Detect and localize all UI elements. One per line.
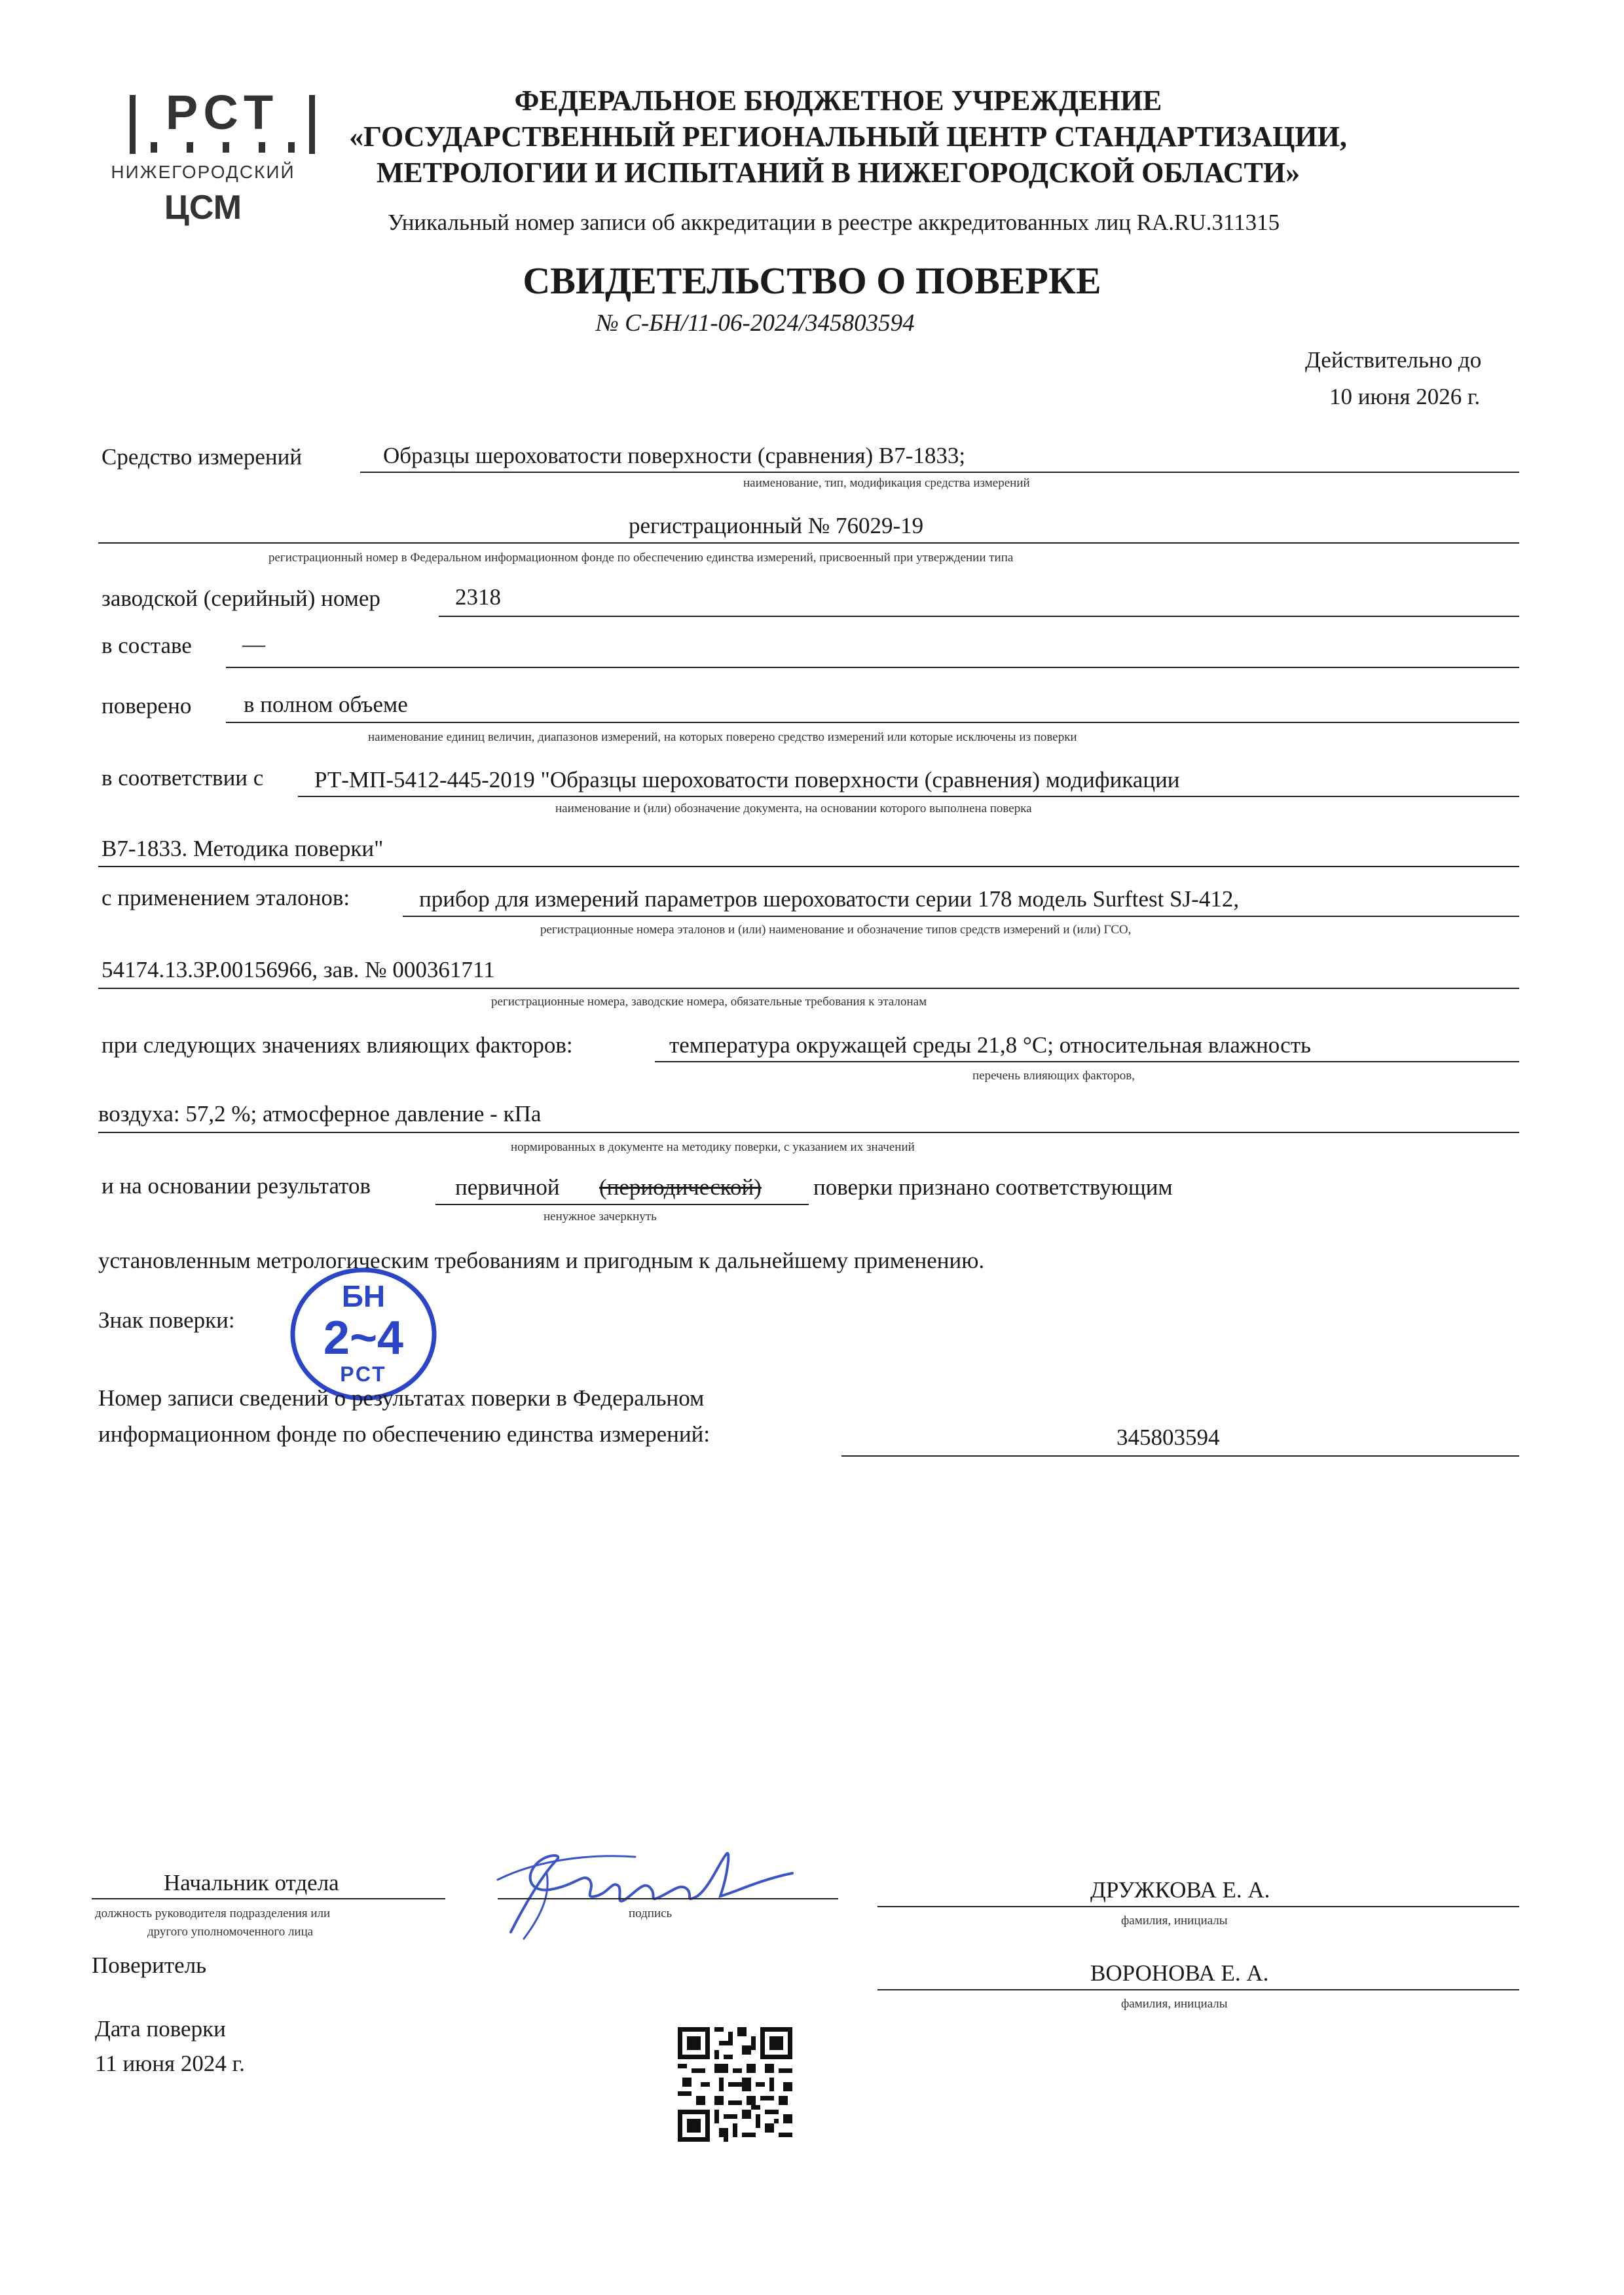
serial-line (439, 616, 1519, 617)
accordance-value: РТ-МП-5412-445-2019 "Образцы шероховатости поверхности (сравнения) модификации (314, 767, 1180, 793)
registration-caption: регистрационный номер в Федеральном информационном фонде по обеспечению единства измерений, присвоенный при утверждении типа (268, 551, 1014, 565)
position-value: Начальник отдела (164, 1870, 339, 1895)
valid-until-date: 10 июня 2026 г. (1329, 384, 1481, 409)
logo-brand: РСТ (165, 85, 280, 140)
standards-caption: регистрационные номера эталонов и (или) наименование и обозначение типов средств измерений и (или) ГСО, (540, 923, 1132, 937)
composition-label: в составе (101, 633, 192, 658)
standards-caption2: регистрационные номера, заводские номера, обязательные требования к эталонам (491, 995, 927, 1009)
header-org-line2: «ГОСУДАРСТВЕННЫЙ РЕГИОНАЛЬНЫЙ ЦЕНТР СТАНДАРТИЗАЦИИ, (349, 121, 1347, 153)
logo-region: НИЖЕГОРОДСКИЙ (111, 162, 295, 182)
conclusion-text: установленным метрологическим требованиям и пригодным к дальнейшему применению. (98, 1248, 985, 1273)
standards-line2 (98, 988, 1519, 989)
certificate-title: СВИДЕТЕЛЬСТВО О ПОВЕРКЕ (523, 259, 1101, 302)
results-tail: поверки признано соответствующим (813, 1174, 1173, 1200)
factors-line (655, 1061, 1519, 1062)
factors-label: при следующих значениях влияющих факторов: (101, 1032, 573, 1058)
position-caption-1: должность руководителя подразделения или (95, 1907, 331, 1920)
verification-mark-label: Знак поверки: (98, 1307, 235, 1333)
signature-caption: подпись (629, 1907, 673, 1920)
certificate-number: № С-БН/11-06-2024/345803594 (596, 310, 915, 337)
serial-label: заводской (серийный) номер (101, 586, 380, 611)
head-name-caption: фамилия, инициалы (1121, 1914, 1228, 1928)
factors-value2: воздуха: 57,2 %; атмосферное давление - кПа (98, 1101, 542, 1127)
date-label: Дата поверки (95, 2016, 226, 2042)
position-caption-2: другого уполномоченного лица (147, 1925, 314, 1939)
verified-caption: наименование единиц величин, диапазонов измерений, на которых поверено средство измерений или которые исключены из поверки (368, 730, 1077, 744)
verifier-name-line (877, 1989, 1519, 1990)
serial-value: 2318 (455, 584, 501, 610)
standards-value2: 54174.13.3Р.00156966, зав. № 000361711 (101, 957, 495, 982)
verified-value: в полном объеме (244, 692, 408, 717)
record-value: 345803594 (1116, 1425, 1220, 1450)
stamp-top: БН (341, 1279, 386, 1313)
verified-label: поверено (101, 693, 192, 718)
signature-image (485, 1834, 812, 1952)
accordance-label: в соответствии с (101, 765, 264, 791)
results-caption: ненужное зачеркнуть (544, 1210, 657, 1223)
accordance-line (298, 796, 1519, 797)
verifier-label: Поверитель (92, 1952, 207, 1978)
instrument-caption: наименование, тип, модификация средства измерений (743, 476, 1030, 490)
standards-line (403, 916, 1519, 917)
header-org-line1: ФЕДЕРАЛЬНОЕ БЮДЖЕТНОЕ УЧРЕЖДЕНИЕ (514, 84, 1162, 117)
composition-value: — (242, 631, 265, 657)
factors-value: температура окружащей среды 21,8 °С; относительная влажность (669, 1032, 1311, 1058)
registration-value: регистрационный № 76029-19 (629, 513, 924, 538)
header-accreditation: Уникальный номер записи об аккредитации в реестре аккредитованных лиц RA.RU.311315 (388, 210, 1280, 235)
head-name-line (877, 1906, 1519, 1907)
stamp-middle: 2~4 (323, 1312, 404, 1364)
record-label-line1: Номер записи сведений о результатах поверки в Федеральном (98, 1385, 705, 1411)
standards-value: прибор для измерений параметров шероховатости серии 178 модель Surftest SJ-412, (419, 886, 1240, 912)
accordance-value2: В7-1833. Методика поверки" (101, 836, 384, 861)
verification-stamp (285, 1264, 442, 1405)
instrument-label: Средство измерений (101, 444, 303, 470)
head-name: ДРУЖКОВА Е. А. (1090, 1877, 1270, 1903)
position-line (92, 1898, 445, 1899)
factors-caption: перечень влияющих факторов, (972, 1069, 1135, 1083)
accordance-caption: наименование и (или) обозначение документа, на основании которого выполнена поверка (555, 802, 1032, 815)
stamp-bottom: РСТ (340, 1362, 387, 1386)
record-line (841, 1455, 1519, 1457)
header-org-line3: МЕТРОЛОГИИ И ИСПЫТАНИЙ В НИЖЕГОРОДСКОЙ ОБЛАСТИ» (376, 157, 1301, 189)
qr-code-icon (678, 2027, 792, 2142)
record-label-line2: информационном фонде по обеспечению единства измерений: (98, 1421, 710, 1447)
logo-short: ЦСМ (164, 189, 242, 227)
date-value: 11 июня 2024 г. (95, 2051, 245, 2076)
verifier-name: ВОРОНОВА Е. А. (1090, 1960, 1269, 1986)
instrument-value: Образцы шероховатости поверхности (сравнения) В7-1833; (383, 443, 966, 468)
results-label: и на основании результатов (101, 1173, 371, 1199)
factors-caption2: нормированных в документе на методику поверки, с указанием их значений (511, 1140, 915, 1154)
signature-line (498, 1898, 838, 1899)
verifier-name-caption: фамилия, инициалы (1121, 1997, 1228, 2011)
valid-until-label: Действительно до (1305, 347, 1482, 373)
factors-line2 (98, 1132, 1519, 1133)
composition-line (226, 667, 1519, 668)
registration-line (98, 542, 1519, 544)
standards-label: с применением эталонов: (101, 885, 350, 910)
verified-line (226, 722, 1519, 723)
instrument-line (360, 472, 1519, 473)
results-periodic: (периодической) (599, 1174, 762, 1200)
results-line (435, 1204, 809, 1205)
accordance-line2 (98, 866, 1519, 867)
results-primary: первичной (455, 1174, 560, 1200)
